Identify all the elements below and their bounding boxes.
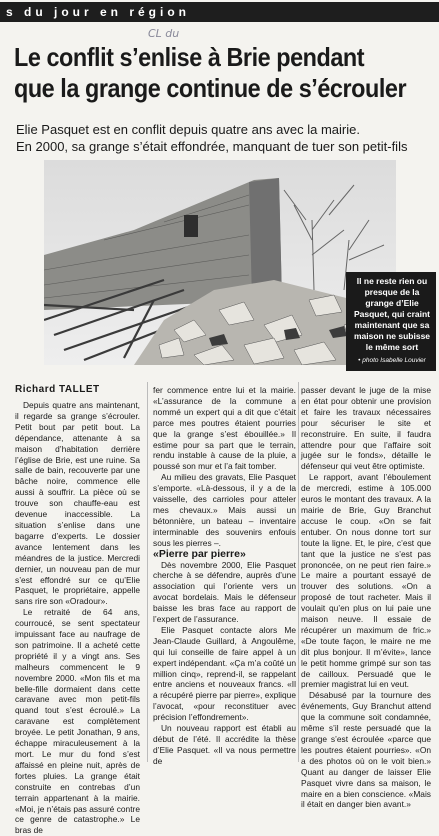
handwritten-note: CL du [148, 27, 180, 40]
paragraph: passer devant le juge de la mise en état pour obtenir une provision et faire les travaux nécessaires pour sécuriser le site et reconstruire. En suite, il faudra attendre pour que l’affaire soit jugée sur le fonds», détaille le défenseur qui veut être optimiste. [301, 385, 431, 472]
column-rule [298, 382, 299, 762]
barn-ruins-photo [44, 160, 396, 365]
headline-line-1: Le conflit s’enlise à Brie pendant [14, 42, 365, 72]
photo-credit: • photo Isabelle Louvier [358, 357, 426, 364]
paragraph: Depuis quatre ans maintenant, il regarde sa grange s’écrouler. Petit bout par petit bout. La dépendance, attenante à sa maison d’habitation derrière l’église de Brie, est une ruine. Sa salle de bain, recouverte par une bâche noire, commence elle aussi à souffrir. La pièce où se trouve son chauffe-eau est devenue inaccessible. La situation s’enlise dans une bagarre d’experts. Le dossier avance lentement dans les méandres de la justice. Mercredi dernier, un nouveau pan de mur s’est effondré sur ce qu’Elie Pasquet, le propriétaire, appelle sans rire son «Oradour». [15, 400, 140, 607]
article-column-1 [15, 400, 140, 836]
standfirst-line-2: En 2000, sa grange s’était effondrée, manquant de tuer son petit-fils [16, 139, 408, 154]
column-rule [147, 382, 148, 762]
paragraph: Un nouveau rapport est établi au début de l’été. Il accrédite la thèse d’Elie Pasquet. «Il va nous permettre de [153, 723, 296, 766]
paragraph: Le rapport, avant l’éboulement de mercredi, estime à 105.000 euros le montant des travaux. A la mairie de Brie, Guy Branchut accuse le coup. «On se fait entuber. On nous donne tort sur toute la ligne. Et, le pire, c’est que tant que la justice ne s’est pas prononcée, on ne peut rien faire.» Le maire a pourtant essayé de trouver des solutions. «On a proposé de tout racheter. Mais il voulait qu’en plus on lui paie une maison neuve. Il essaie de récupérer un maximum de fric.» «De toute façon, le maire ne me dit plus bonjour. Il m’évite», lance le petit homme grimpé sur son tas de cailloux. Persuadé que le premier magistrat lui en veut. [301, 472, 431, 690]
paragraph: Elie Pasquet contacte alors Me Jean-Claude Guillard, à Angoulême, qui lui conseille de faire appel à un expert indépendant. «Ça m’a coûté un million cinq», reprend-il, se rappelant entre anciens et nouveaux francs. «Il a récupéré pierre par pierre», explique l’avocat, «pour reconstituer avec précision l’effondrement». [153, 624, 296, 723]
paragraph: Désabusé par la tournure des événements, Guy Branchut attend que la commune soit condamnée, même s’il reste persuadé que la grange s’est écroulée «parce que les poutres étaient pourries». «On a des photos où on le voit bien.» Quant au danger de laisser Elie Pasquet vivre dans sa maison, le maire en a bien conscience. «Mais il était en danger bien avant.» [301, 690, 431, 810]
paragraph: fer commence entre lui et la mairie. «L’assurance de la commune a nommé un expert qui a dit que c’était parce mes poutres étaient pourries que la grange s’est ébouillée.» Il estime pour sa part que le terrain, rendu instable à cause de la pluie, a poussé son mur et l’a fait tomber. [153, 385, 296, 472]
paragraph: Dès novembre 2000, Elie Pasquet cherche à se défendre, auprès d’une association qui l’oriente vers un avocat bordelais. Mais le défenseur baisse les bras face au rapport de l’expert de l’assurance. [153, 559, 296, 625]
photo-caption [346, 272, 436, 371]
paragraph: Au milieu des gravats, Elie Pasquet s’emporte. «Là-dessous, il y a de la vaisselle, des carrioles pour atteler mes chevaux.» Mais aussi un bétonnière, un bateau – inventaire interminable des souvenirs enfouis sous les pierres –. [153, 472, 296, 548]
standfirst [16, 121, 432, 155]
headline [14, 42, 407, 104]
standfirst-line-1: Elie Pasquet est en conflit depuis quatre ans avec la mairie. [16, 122, 360, 137]
article-column-2 [153, 385, 296, 767]
photo-image [44, 160, 396, 365]
article-column-3 [301, 385, 431, 810]
paragraph: Le retraité de 64 ans, courroucé, se sent spectateur impuissant face au naufrage de son patrimoine. Il a acheté cette propriété il y a vingt ans. Ses malheurs commencent le 9 novembre 2000. «Mon fils et ma belle-fille dormaient dans cette caravane avec mon petit-fils quand tout s’est écroulé.» La caravane est complètement broyée. Le petit Jonathan, 9 ans, échappe miraculeusement à la mort. Le mur du fond s’est affaissé en pleine nuit, après de fortes pluies. La grange était construite en contrebas d’un terrain appartenant à la mairie. «Moi, je n’étais pas assuré contre ce genre de catastrophe.» Le bras de [15, 607, 140, 836]
section-banner: s du jour en région [0, 2, 439, 22]
headline-line-2: que la grange continue de s’écrouler [14, 73, 407, 103]
caption-text: Il ne reste rien ou presque de la grange d’Elie Pasquet, qui craint maintenant que sa maison ne subisse le même sort [353, 276, 431, 352]
subheading: «Pierre par pierre» [153, 547, 246, 560]
author-byline: Richard TALLET [15, 384, 100, 395]
